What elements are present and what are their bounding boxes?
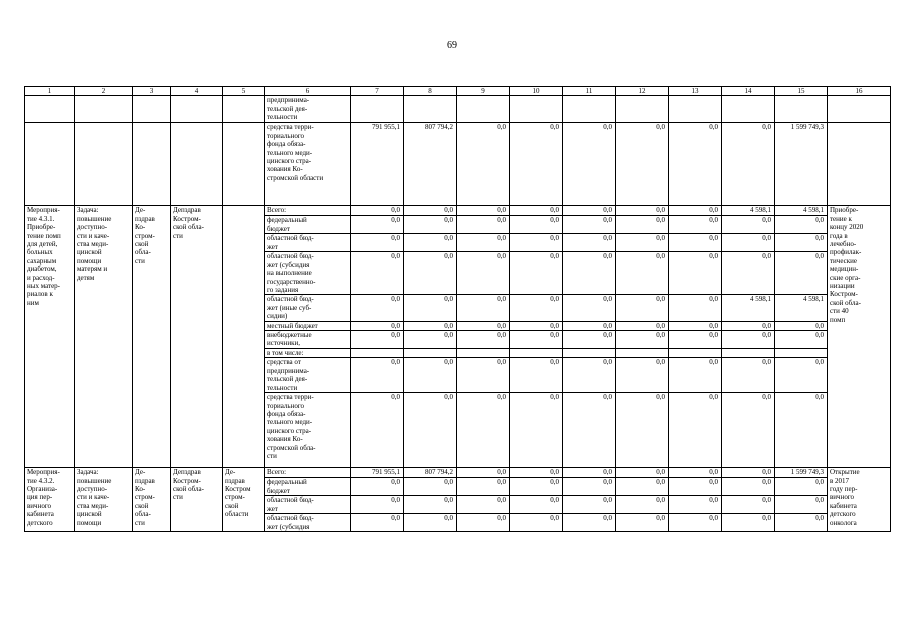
value-cell: 0,0 [457,321,510,330]
col-header: 13 [669,87,722,96]
value-cell: 0,0 [563,393,616,468]
value-cell: 0,0 [457,393,510,468]
value-cell: 0,0 [616,468,669,478]
value-cell: 0,0 [510,123,563,206]
measure-c3: Де- пздрав Ко- стром- ской обла- сти [133,206,171,468]
value-cell: 0,0 [722,331,775,349]
value-cell [616,349,669,358]
value-cell [563,349,616,358]
value-cell: 0,0 [404,295,457,321]
value-cell: 791 955,1 [351,468,404,478]
value-cell: 0,0 [616,234,669,252]
value-cell: 0,0 [669,321,722,330]
empty-cell [828,123,891,206]
value-cell: 0,0 [563,468,616,478]
value-cell: 1 599 749,3 [775,123,828,206]
funding-source: областной бюд- жет (иные суб- сидии) [265,295,351,321]
value-cell: 0,0 [510,321,563,330]
value-cell [510,96,563,123]
value-cell: 0,0 [616,252,669,295]
value-cell: 0,0 [722,216,775,234]
value-cell: 0,0 [616,358,669,393]
measure-c2: Задача: повышение доступно- сти и каче- ства меди- цинской помощи матерям и детям [75,206,133,468]
value-cell: 0,0 [775,216,828,234]
funding-source: внебюджетные источники, [265,331,351,349]
funding-source: местный бюджет [265,321,351,330]
value-cell: 0,0 [457,206,510,216]
value-cell: 0,0 [616,331,669,349]
measure-c2: Задача: повышение доступно- сти и каче- ства меди- цинской помощи [75,468,133,532]
funding-source: Всего: [265,206,351,216]
col-header: 3 [133,87,171,96]
funding-source: средства терри- ториального фонда обяза- тельного меди- цинского стра- хования Ко- стромской области [265,123,351,206]
value-cell: 0,0 [563,514,616,532]
value-cell: 0,0 [457,478,510,496]
funding-source: средства от предпринима- тельской дея- тельности [265,358,351,393]
value-cell [722,349,775,358]
col-header: 16 [828,87,891,96]
value-cell: 0,0 [457,123,510,206]
value-cell: 0,0 [775,496,828,514]
funding-source: областной бюд- жет (субсидия на выполнение государственно- го задания [265,252,351,295]
value-cell [775,96,828,123]
value-cell: 0,0 [404,358,457,393]
col-header: 2 [75,87,133,96]
value-cell: 0,0 [722,358,775,393]
value-cell: 0,0 [563,321,616,330]
value-cell: 0,0 [457,468,510,478]
value-cell: 0,0 [722,496,775,514]
value-cell: 0,0 [775,331,828,349]
value-cell: 1 599 749,3 [775,468,828,478]
funding-source: областной бюд- жет [265,234,351,252]
value-cell: 0,0 [351,216,404,234]
measure-result: Открытие в 2017 году пер- вичного кабинета детского онколога [828,468,891,532]
value-cell [775,349,828,358]
col-header: 12 [616,87,669,96]
col-header: 8 [404,87,457,96]
value-cell: 0,0 [722,252,775,295]
value-cell: 0,0 [404,216,457,234]
value-cell: 0,0 [404,252,457,295]
empty-cell [75,123,133,206]
value-cell: 807 794,2 [404,123,457,206]
value-cell: 0,0 [669,216,722,234]
measure-c4: Депздрав Костром- ской обла- сти [171,206,223,468]
value-cell: 0,0 [563,478,616,496]
value-cell: 0,0 [510,358,563,393]
value-cell: 0,0 [669,331,722,349]
table-row [25,96,891,123]
budget-table [24,86,891,532]
value-cell: 0,0 [404,478,457,496]
value-cell: 0,0 [616,123,669,206]
value-cell: 0,0 [351,478,404,496]
value-cell: 0,0 [616,295,669,321]
value-cell: 0,0 [351,295,404,321]
empty-cell [828,96,891,123]
col-header: 5 [223,87,265,96]
measure-c3: Де- пздрав Ко- стром- ской обла- сти [133,468,171,532]
funding-source: федеральный бюджет [265,216,351,234]
value-cell: 0,0 [563,496,616,514]
value-cell: 0,0 [669,358,722,393]
col-header: 10 [510,87,563,96]
value-cell: 0,0 [351,496,404,514]
value-cell: 0,0 [563,295,616,321]
value-cell: 807 794,2 [404,468,457,478]
value-cell: 0,0 [457,234,510,252]
value-cell: 0,0 [669,206,722,216]
value-cell: 0,0 [510,496,563,514]
value-cell: 4 598,1 [775,295,828,321]
value-cell: 0,0 [404,496,457,514]
table-row [25,123,891,206]
value-cell [722,96,775,123]
value-cell: 0,0 [404,206,457,216]
value-cell: 0,0 [457,514,510,532]
value-cell: 0,0 [351,514,404,532]
value-cell: 0,0 [669,234,722,252]
funding-source: Всего: [265,468,351,478]
value-cell: 0,0 [457,496,510,514]
value-cell: 0,0 [510,331,563,349]
value-cell: 0,0 [563,206,616,216]
value-cell: 0,0 [563,123,616,206]
value-cell [669,96,722,123]
funding-source: в том числе: [265,349,351,358]
value-cell [404,349,457,358]
value-cell [616,96,669,123]
value-cell: 0,0 [563,358,616,393]
value-cell: 0,0 [510,206,563,216]
value-cell: 0,0 [616,496,669,514]
measure-c5: Де- пздрав Костром стром- ской области [223,468,265,532]
empty-cell [223,123,265,206]
value-cell: 0,0 [351,393,404,468]
value-cell [351,96,404,123]
value-cell: 0,0 [775,478,828,496]
value-cell: 0,0 [669,496,722,514]
value-cell [510,349,563,358]
value-cell: 0,0 [616,393,669,468]
value-cell [669,349,722,358]
value-cell [563,96,616,123]
value-cell: 0,0 [722,514,775,532]
value-cell: 0,0 [722,234,775,252]
value-cell: 0,0 [669,295,722,321]
value-cell: 0,0 [404,393,457,468]
value-cell: 0,0 [510,252,563,295]
value-cell: 0,0 [775,252,828,295]
value-cell: 0,0 [722,478,775,496]
value-cell: 0,0 [510,393,563,468]
value-cell: 0,0 [775,321,828,330]
empty-cell [223,96,265,123]
value-cell: 0,0 [669,393,722,468]
value-cell: 0,0 [351,321,404,330]
value-cell: 0,0 [510,468,563,478]
value-cell: 0,0 [457,252,510,295]
col-header: 7 [351,87,404,96]
empty-cell [171,123,223,206]
header-row [25,87,891,96]
table-row [25,206,891,216]
value-cell: 0,0 [351,331,404,349]
value-cell: 0,0 [616,206,669,216]
value-cell: 0,0 [457,331,510,349]
value-cell: 0,0 [404,514,457,532]
col-header: 15 [775,87,828,96]
funding-source: предпринима- тельской дея- тельности [265,96,351,123]
col-header: 1 [25,87,75,96]
value-cell: 0,0 [616,321,669,330]
value-cell [404,96,457,123]
measure-c4: Депздрав Костром- ской обла- сти [171,468,223,532]
value-cell: 0,0 [457,216,510,234]
value-cell: 0,0 [775,514,828,532]
value-cell: 0,0 [563,252,616,295]
value-cell: 0,0 [775,358,828,393]
value-cell: 0,0 [351,252,404,295]
value-cell: 0,0 [669,123,722,206]
value-cell: 0,0 [563,234,616,252]
value-cell: 0,0 [351,234,404,252]
value-cell: 0,0 [616,478,669,496]
measure-c1: Мероприя- тие 4.3.1. Приобре- тение помп для детей, больных сахарным диабетом, и расход- ных матер- риалов к ним [25,206,75,468]
empty-cell [133,123,171,206]
funding-source: средства терри- ториального фонда обяза- тельного меди- цинского стра- хования Ко- стромской обла- сти [265,393,351,468]
col-header: 9 [457,87,510,96]
empty-cell [25,96,75,123]
value-cell: 0,0 [351,206,404,216]
value-cell: 0,0 [351,358,404,393]
value-cell: 0,0 [404,321,457,330]
empty-cell [75,96,133,123]
value-cell: 0,0 [510,216,563,234]
value-cell: 0,0 [510,295,563,321]
measure-c1: Мероприя- тие 4.3.2. Организа- ция пер- вичного кабинета детского [25,468,75,532]
value-cell: 0,0 [722,468,775,478]
value-cell: 0,0 [510,234,563,252]
value-cell: 0,0 [722,393,775,468]
empty-cell [133,96,171,123]
measure-result: Приобре- тение к концу 2020 года в лечебно- профилак- тические медицин- ские орга- низации Костром- ской обла- сти 40 помп [828,206,891,468]
value-cell [457,349,510,358]
value-cell: 0,0 [563,216,616,234]
value-cell: 0,0 [669,468,722,478]
value-cell [457,96,510,123]
value-cell: 0,0 [669,514,722,532]
funding-source: областной бюд- жет (субсидия [265,514,351,532]
value-cell: 0,0 [722,123,775,206]
value-cell: 0,0 [404,331,457,349]
col-header: 14 [722,87,775,96]
value-cell: 0,0 [404,234,457,252]
value-cell: 791 955,1 [351,123,404,206]
value-cell: 0,0 [457,295,510,321]
page-number: 69 [447,40,457,51]
value-cell: 0,0 [457,358,510,393]
value-cell: 0,0 [775,234,828,252]
value-cell: 0,0 [775,393,828,468]
value-cell: 0,0 [510,514,563,532]
value-cell: 0,0 [616,514,669,532]
value-cell: 0,0 [510,478,563,496]
funding-source: областной бюд- жет [265,496,351,514]
value-cell: 4 598,1 [775,206,828,216]
value-cell: 0,0 [669,478,722,496]
table-row [25,468,891,478]
value-cell: 4 598,1 [722,206,775,216]
value-cell: 0,0 [616,216,669,234]
col-header: 11 [563,87,616,96]
value-cell: 4 598,1 [722,295,775,321]
value-cell: 0,0 [722,321,775,330]
funding-source: федеральный бюджет [265,478,351,496]
measure-c5 [223,206,265,468]
col-header: 6 [265,87,351,96]
value-cell [351,349,404,358]
empty-cell [171,96,223,123]
col-header: 4 [171,87,223,96]
value-cell: 0,0 [669,252,722,295]
value-cell: 0,0 [563,331,616,349]
empty-cell [25,123,75,206]
